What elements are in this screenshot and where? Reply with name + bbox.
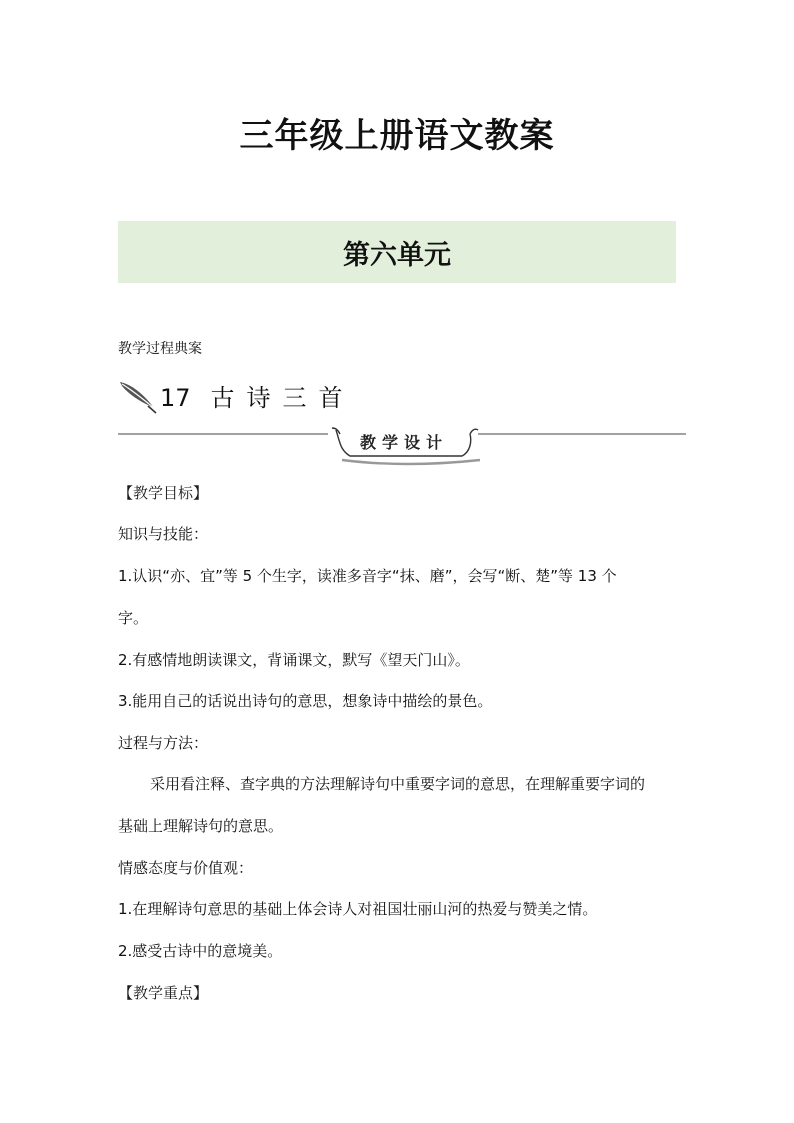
subheading: 教学过程典案 (118, 341, 202, 357)
knowledge-heading: 知识与技能： (118, 525, 209, 543)
knowledge-item: 1.认识“亦、宜”等 5 个生字，读准多音字“抹、磨”，会写“断、楚”等 13 个 (118, 567, 617, 585)
emotion-heading: 情感态度与价值观： (118, 859, 254, 877)
knowledge-item: 2.有感情地朗读课文，背诵课文，默写《望天门山》。 (118, 651, 470, 669)
emotion-item: 2.感受古诗中的意境美。 (118, 942, 283, 960)
objectives-heading: 【教学目标】 (118, 484, 209, 502)
document-title: 三年级上册语文教案 (239, 116, 555, 156)
lesson-number: 17 (160, 384, 191, 412)
process-paragraph-line: 基础上理解诗句的意思。 (118, 817, 284, 835)
unit-title: 第六单元 (343, 239, 451, 271)
process-paragraph-line: 采用看注释、查字典的方法理解诗句中重要字词的意思，在理解重要字词的 (150, 775, 646, 793)
section-divider (118, 424, 686, 468)
unit-banner (118, 221, 676, 283)
knowledge-item: 字。 (118, 609, 149, 627)
quill-pen-icon (118, 378, 158, 414)
process-heading: 过程与方法： (118, 734, 209, 752)
lesson-title: 古诗三首 (210, 384, 355, 412)
knowledge-item: 3.能用自己的话说出诗句的意思，想象诗中描绘的景色。 (118, 692, 493, 710)
key-points-heading: 【教学重点】 (118, 984, 209, 1002)
lesson-heading (118, 374, 355, 414)
section-banner-label: 教学设计 (359, 433, 449, 452)
emotion-item: 1.在理解诗句意思的基础上体会诗人对祖国壮丽山河的热爱与赞美之情。 (118, 900, 598, 918)
